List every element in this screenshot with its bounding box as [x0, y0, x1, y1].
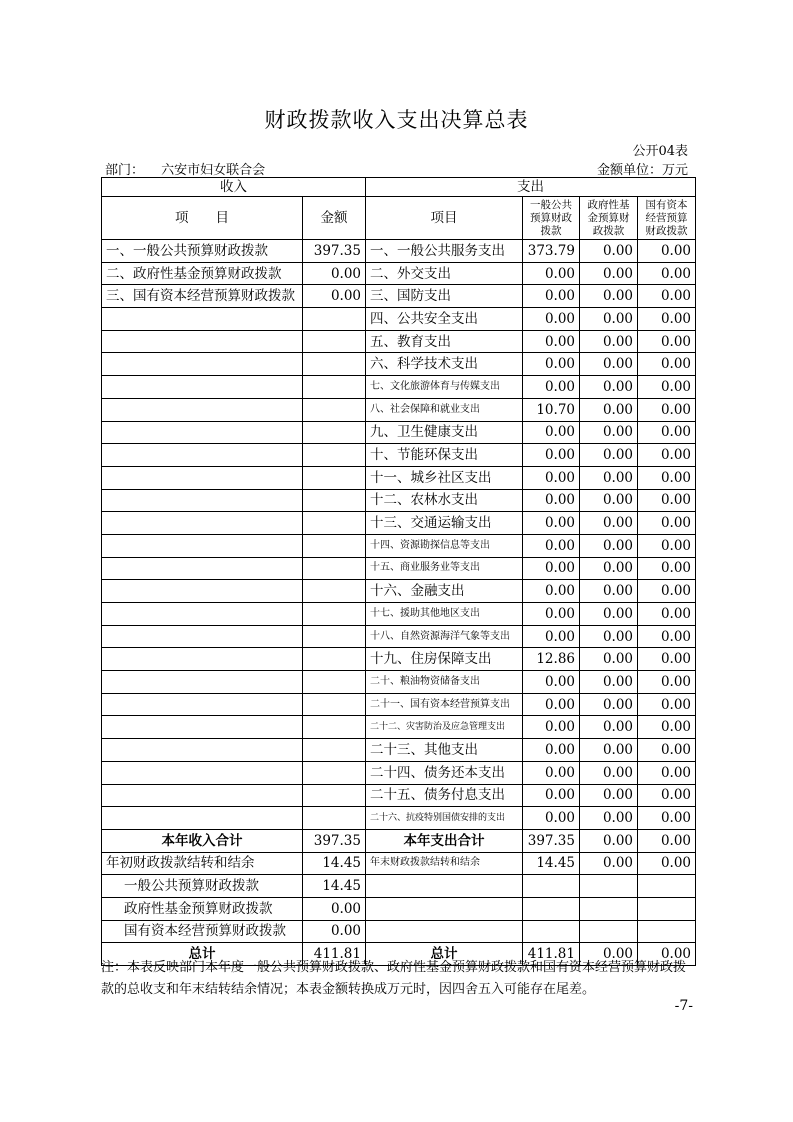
fund-amount-cell: 0.00: [580, 648, 638, 671]
fund-amount-cell: 0.00: [580, 308, 638, 331]
expense-item-cell: 三、国防支出: [366, 285, 523, 308]
table-row: [102, 512, 696, 535]
income-amount-cell: [303, 716, 366, 739]
expense-item-cell: 二十二、灾害防治及应急管理支出: [366, 716, 523, 739]
carry-sub-fund-label: 政府性基金预算财政拨款: [102, 897, 303, 920]
footnote: 注：本表反映部门本年度一般公共预算财政拨款、政府性基金预算财政拨款和国有资本经营预算财政拨款的总收支和年末结转结余情况；本表金额转换成万元时，因四舍五入可能存在尾差。: [101, 960, 687, 997]
general-amount-cell: 0.00: [523, 784, 580, 807]
income-amount-cell: [303, 444, 366, 467]
expense-item-cell: 十三、交通运输支出: [366, 512, 523, 535]
state-amount-cell: 0.00: [638, 648, 696, 671]
grand-total-expense-label: 总计: [366, 943, 523, 966]
fund-amount-cell: 0.00: [580, 625, 638, 648]
income-amount-cell: [303, 512, 366, 535]
fund-amount-cell: 0.00: [580, 330, 638, 353]
department-line: [105, 159, 265, 178]
expense-item-cell: 二十一、国有资本经营预算支出: [366, 693, 523, 716]
table-row: [102, 807, 696, 830]
grand-total-income-label: 总计: [102, 943, 303, 966]
fund-amount-cell: 0.00: [580, 353, 638, 376]
table-row: [102, 466, 696, 489]
income-item-cell: [102, 557, 303, 580]
general-amount-cell: 0.00: [523, 466, 580, 489]
general-amount-cell: 0.00: [523, 761, 580, 784]
fund-amount-cell: 0.00: [580, 739, 638, 762]
fund-amount-cell: 0.00: [580, 580, 638, 603]
table-code: 公开04表: [632, 144, 688, 159]
state-amount-cell: 0.00: [638, 285, 696, 308]
income-amount-cell: [303, 376, 366, 399]
table-row: [102, 376, 696, 399]
income-item-cell: [102, 330, 303, 353]
empty-cell: [638, 875, 696, 898]
income-amount-cell: [303, 784, 366, 807]
general-amount-cell: 0.00: [523, 534, 580, 557]
empty-cell: [366, 875, 523, 898]
state-amount-cell: 0.00: [638, 761, 696, 784]
income-amount-cell: [303, 330, 366, 353]
fund-amount-cell: 0.00: [580, 671, 638, 694]
expense-item-cell: 二、外交支出: [366, 262, 523, 285]
table-row: [102, 444, 696, 467]
empty-cell: [523, 875, 580, 898]
empty-cell: [580, 920, 638, 943]
expense-item-cell: 八、社会保障和就业支出: [366, 398, 523, 421]
income-item-cell: [102, 489, 303, 512]
general-amount-cell: 0.00: [523, 308, 580, 331]
income-amount-cell: [303, 648, 366, 671]
general-amount-cell: 12.86: [523, 648, 580, 671]
income-amount-cell: [303, 761, 366, 784]
income-amount-cell: 0.00: [303, 262, 366, 285]
general-amount-cell: 0.00: [523, 625, 580, 648]
table-row: [102, 693, 696, 716]
year-income-amount: 397.35: [303, 829, 366, 852]
table-row: [102, 285, 696, 308]
state-amount-cell: 0.00: [638, 353, 696, 376]
expense-item-cell: 十七、援助其他地区支出: [366, 603, 523, 626]
state-amount-cell: 0.00: [638, 308, 696, 331]
carry-sub-state-amount: 0.00: [303, 920, 366, 943]
carry-out-state: 0.00: [638, 852, 696, 875]
table-row: [102, 353, 696, 376]
empty-cell: [638, 897, 696, 920]
general-budget-header: 一般公共预算财政拨款: [523, 197, 580, 240]
expense-item-cell: 十一、城乡社区支出: [366, 466, 523, 489]
year-income-label: 本年收入合计: [102, 829, 303, 852]
fund-amount-cell: 0.00: [580, 285, 638, 308]
general-amount-cell: 373.79: [523, 240, 580, 263]
expense-item-cell: 十五、商业服务业等支出: [366, 557, 523, 580]
general-amount-cell: 0.00: [523, 716, 580, 739]
state-amount-cell: 0.00: [638, 512, 696, 535]
income-amount-cell: [303, 671, 366, 694]
income-amount-cell: 0.00: [303, 285, 366, 308]
empty-cell: [366, 920, 523, 943]
carry-sub-general-amount: 14.45: [303, 875, 366, 898]
expense-item-cell: 七、文化旅游体育与传媒支出: [366, 376, 523, 399]
table-row: [102, 648, 696, 671]
income-amount-cell: [303, 625, 366, 648]
general-amount-cell: 0.00: [523, 557, 580, 580]
general-amount-cell: 0.00: [523, 444, 580, 467]
state-amount-cell: 0.00: [638, 671, 696, 694]
table-row: [102, 761, 696, 784]
state-amount-cell: 0.00: [638, 716, 696, 739]
state-amount-cell: 0.00: [638, 262, 696, 285]
income-item-cell: [102, 421, 303, 444]
income-amount-cell: [303, 693, 366, 716]
grand-total-income: 411.81: [303, 943, 366, 966]
state-amount-cell: 0.00: [638, 603, 696, 626]
expense-item-cell: 四、公共安全支出: [366, 308, 523, 331]
fund-amount-cell: 0.00: [580, 444, 638, 467]
income-amount-header: 金额: [303, 197, 366, 240]
fund-amount-cell: 0.00: [580, 761, 638, 784]
state-amount-cell: 0.00: [638, 807, 696, 830]
state-amount-cell: 0.00: [638, 330, 696, 353]
carry-in-label: 年初财政拨款结转和结余: [102, 852, 303, 875]
income-item-cell: [102, 512, 303, 535]
fund-amount-cell: 0.00: [580, 716, 638, 739]
state-capital-header: 国有资本经营预算财政拨款: [638, 197, 696, 240]
expense-item-cell: 二十六、抗疫特别国债安排的支出: [366, 807, 523, 830]
income-amount-cell: [303, 603, 366, 626]
income-item-cell: [102, 648, 303, 671]
income-amount-cell: [303, 398, 366, 421]
expense-item-cell: 十、节能环保支出: [366, 444, 523, 467]
table-row: [102, 671, 696, 694]
state-amount-cell: 0.00: [638, 557, 696, 580]
state-amount-cell: 0.00: [638, 398, 696, 421]
income-amount-cell: [303, 489, 366, 512]
carry-out-label: 年末财政拨款结转和结余: [366, 852, 523, 875]
grand-total-fund: 0.00: [580, 943, 638, 966]
income-item-cell: [102, 308, 303, 331]
state-amount-cell: 0.00: [638, 580, 696, 603]
table-row: [102, 330, 696, 353]
table-row: [102, 262, 696, 285]
income-item-cell: [102, 534, 303, 557]
income-amount-cell: 397.35: [303, 240, 366, 263]
carry-in-amount: 14.45: [303, 852, 366, 875]
income-item-cell: [102, 693, 303, 716]
fund-amount-cell: 0.00: [580, 240, 638, 263]
table-row: [102, 240, 696, 263]
fund-amount-cell: 0.00: [580, 603, 638, 626]
expense-item-cell: 二十三、其他支出: [366, 739, 523, 762]
year-expense-state: 0.00: [638, 829, 696, 852]
table-row: [102, 580, 696, 603]
income-item-cell: [102, 784, 303, 807]
expense-item-cell: 十六、金融支出: [366, 580, 523, 603]
state-amount-cell: 0.00: [638, 625, 696, 648]
fund-amount-cell: 0.00: [580, 398, 638, 421]
fund-amount-cell: 0.00: [580, 784, 638, 807]
general-amount-cell: 0.00: [523, 671, 580, 694]
fund-amount-cell: 0.00: [580, 421, 638, 444]
state-amount-cell: 0.00: [638, 444, 696, 467]
table-row: [102, 625, 696, 648]
income-amount-cell: [303, 308, 366, 331]
state-amount-cell: 0.00: [638, 693, 696, 716]
state-amount-cell: 0.00: [638, 784, 696, 807]
expense-item-cell: 九、卫生健康支出: [366, 421, 523, 444]
fund-amount-cell: 0.00: [580, 693, 638, 716]
table-row: [102, 308, 696, 331]
page-title: 财政拨款收入支出决算总表: [264, 108, 529, 132]
budget-summary-table: [101, 177, 696, 966]
table-row: [102, 489, 696, 512]
state-amount-cell: 0.00: [638, 739, 696, 762]
general-amount-cell: 0.00: [523, 807, 580, 830]
table-row: [102, 557, 696, 580]
fund-amount-cell: 0.00: [580, 466, 638, 489]
department-name: 六安市妇女联合会: [161, 163, 266, 178]
fund-amount-cell: 0.00: [580, 807, 638, 830]
expense-item-cell: 十九、住房保障支出: [366, 648, 523, 671]
general-amount-cell: 0.00: [523, 285, 580, 308]
state-amount-cell: 0.00: [638, 489, 696, 512]
carry-sub-state-label: 国有资本经营预算财政拨款: [102, 920, 303, 943]
income-item-cell: [102, 716, 303, 739]
state-amount-cell: 0.00: [638, 534, 696, 557]
general-amount-cell: 0.00: [523, 376, 580, 399]
grand-total-state: 0.00: [638, 943, 696, 966]
income-section-header: 收入: [102, 178, 366, 197]
income-item-cell: [102, 353, 303, 376]
income-amount-cell: [303, 534, 366, 557]
general-amount-cell: 0.00: [523, 693, 580, 716]
income-item-header: 项 目: [102, 197, 303, 240]
general-amount-cell: 10.70: [523, 398, 580, 421]
income-item-cell: 二、政府性基金预算财政拨款: [102, 262, 303, 285]
income-item-cell: [102, 444, 303, 467]
table-row: [102, 739, 696, 762]
expense-item-header: 项目: [366, 197, 523, 240]
expense-item-cell: 二十五、债务付息支出: [366, 784, 523, 807]
general-amount-cell: 0.00: [523, 421, 580, 444]
amount-unit: 金额单位：万元: [596, 163, 688, 178]
year-expense-fund: 0.00: [580, 829, 638, 852]
year-expense-general: 397.35: [523, 829, 580, 852]
income-item-cell: [102, 376, 303, 399]
empty-cell: [580, 875, 638, 898]
expense-item-cell: 十二、农林水支出: [366, 489, 523, 512]
empty-cell: [523, 920, 580, 943]
general-amount-cell: 0.00: [523, 580, 580, 603]
state-amount-cell: 0.00: [638, 466, 696, 489]
fund-amount-cell: 0.00: [580, 489, 638, 512]
general-amount-cell: 0.00: [523, 330, 580, 353]
general-amount-cell: 0.00: [523, 739, 580, 762]
empty-cell: [366, 897, 523, 920]
general-amount-cell: 0.00: [523, 512, 580, 535]
expense-item-cell: 十四、资源勘探信息等支出: [366, 534, 523, 557]
income-item-cell: [102, 398, 303, 421]
expense-item-cell: 五、教育支出: [366, 330, 523, 353]
table-row: [102, 421, 696, 444]
empty-cell: [638, 920, 696, 943]
fund-amount-cell: 0.00: [580, 512, 638, 535]
year-expense-label: 本年支出合计: [366, 829, 523, 852]
income-item-cell: [102, 739, 303, 762]
general-amount-cell: 0.00: [523, 603, 580, 626]
fund-amount-cell: 0.00: [580, 262, 638, 285]
expense-section-header: 支出: [366, 178, 696, 197]
expense-item-cell: 二十、粮油物资储备支出: [366, 671, 523, 694]
general-amount-cell: 0.00: [523, 489, 580, 512]
state-amount-cell: 0.00: [638, 240, 696, 263]
fund-amount-cell: 0.00: [580, 534, 638, 557]
table-row: [102, 603, 696, 626]
income-amount-cell: [303, 807, 366, 830]
income-item-cell: 一、一般公共预算财政拨款: [102, 240, 303, 263]
empty-cell: [580, 897, 638, 920]
fund-amount-cell: 0.00: [580, 557, 638, 580]
income-amount-cell: [303, 739, 366, 762]
table-row: [102, 534, 696, 557]
income-amount-cell: [303, 466, 366, 489]
department-label: 部门：: [105, 163, 145, 178]
table-row: [102, 716, 696, 739]
income-item-cell: [102, 603, 303, 626]
income-amount-cell: [303, 353, 366, 376]
expense-item-cell: 一、一般公共服务支出: [366, 240, 523, 263]
general-amount-cell: 0.00: [523, 353, 580, 376]
income-amount-cell: [303, 421, 366, 444]
state-amount-cell: 0.00: [638, 421, 696, 444]
income-item-cell: [102, 580, 303, 603]
expense-item-cell: 六、科学技术支出: [366, 353, 523, 376]
income-item-cell: [102, 671, 303, 694]
carry-out-general: 14.45: [523, 852, 580, 875]
income-item-cell: [102, 761, 303, 784]
income-amount-cell: [303, 580, 366, 603]
income-item-cell: [102, 807, 303, 830]
expense-item-cell: 二十四、债务还本支出: [366, 761, 523, 784]
grand-total-general: 411.81: [523, 943, 580, 966]
table-row: [102, 398, 696, 421]
general-amount-cell: 0.00: [523, 262, 580, 285]
income-amount-cell: [303, 557, 366, 580]
state-amount-cell: 0.00: [638, 376, 696, 399]
income-item-cell: [102, 625, 303, 648]
empty-cell: [523, 897, 580, 920]
income-item-cell: [102, 466, 303, 489]
fund-budget-header: 政府性基金预算财政拨款: [580, 197, 638, 240]
page-number: -7-: [674, 998, 693, 1014]
table-row: [102, 784, 696, 807]
expense-item-cell: 十八、自然资源海洋气象等支出: [366, 625, 523, 648]
carry-sub-general-label: 一般公共预算财政拨款: [102, 875, 303, 898]
fund-amount-cell: 0.00: [580, 376, 638, 399]
carry-out-fund: 0.00: [580, 852, 638, 875]
income-item-cell: 三、国有资本经营预算财政拨款: [102, 285, 303, 308]
carry-sub-fund-amount: 0.00: [303, 897, 366, 920]
